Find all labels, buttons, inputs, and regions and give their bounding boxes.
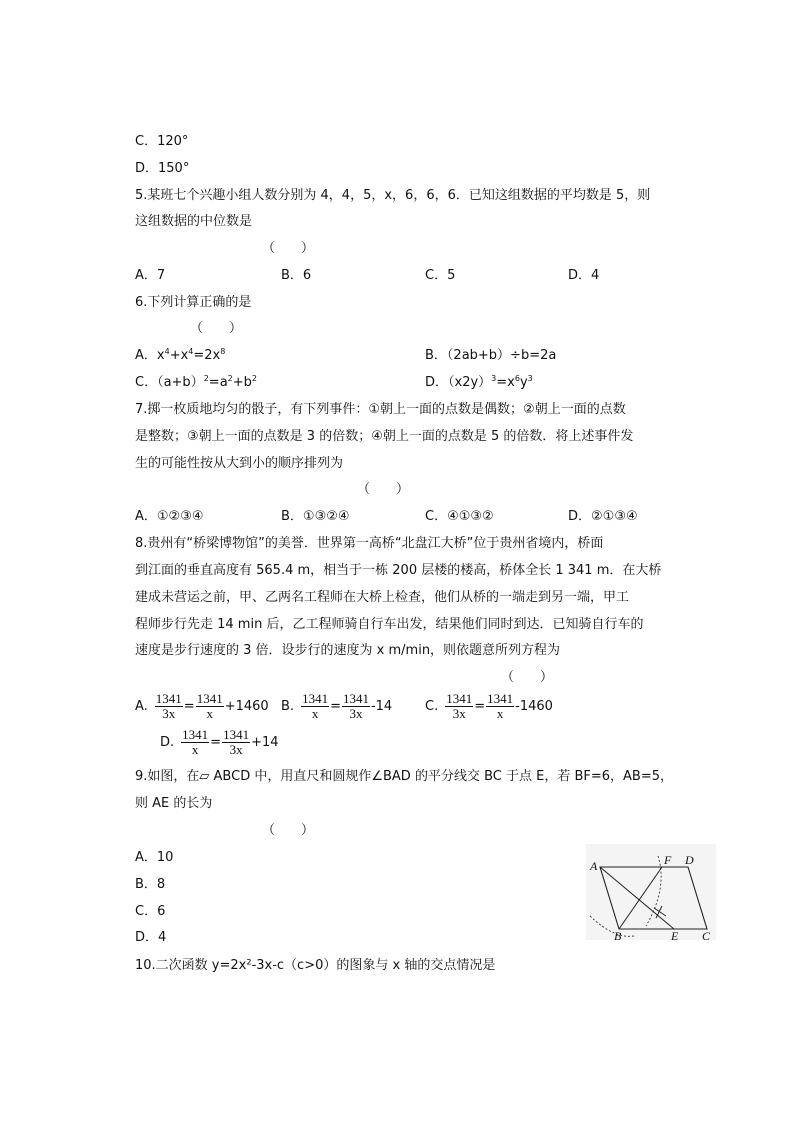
q8-option-a — [135, 692, 269, 721]
q8-stem-line-1: 8.贵州有“桥梁博物馆”的美誉．世界第一高桥“北盘江大桥”位于贵州省境内，桥面 — [135, 536, 604, 551]
q6-d-exp-1: 3 — [491, 374, 497, 383]
numerator: 1341 — [182, 727, 209, 742]
q6-c-exp-2: 2 — [227, 374, 233, 383]
denominator: x — [191, 742, 199, 757]
q5-option-b: B．6 — [281, 268, 312, 283]
q9-stem-line-2: 则 AE 的长为 — [135, 796, 213, 811]
q6-a-text-2: +x — [169, 348, 189, 363]
q7-option-d: D．②①③④ — [568, 509, 638, 524]
numerator: 1341 — [155, 691, 182, 706]
q6-option-b: B．（2ab+b）÷b=2a — [425, 348, 557, 363]
q8-a-tail: +1460 — [224, 699, 269, 714]
q6-d-text-3: y — [519, 375, 528, 390]
q8-b-equals: = — [330, 699, 341, 714]
q9-option-d: D．4 — [135, 930, 167, 945]
q6-stem-line-1: 6.下列计算正确的是 — [135, 295, 252, 310]
q8-a-label: A. — [135, 699, 148, 714]
denominator: 3x — [452, 706, 466, 721]
numerator: 1341 — [302, 691, 329, 706]
denominator: x — [496, 706, 504, 721]
q9-option-b: B．8 — [135, 877, 166, 892]
q6-a-text-1: A．x — [135, 348, 165, 363]
q8-a-fraction-1 — [155, 692, 183, 721]
denominator: 3x — [229, 742, 243, 757]
q8-b-tail: -14 — [370, 699, 393, 714]
numerator: 1341 — [223, 727, 250, 742]
q8-stem-line-3: 建成未营运之前，甲、乙两名工程师在大桥上检查，他们从桥的一端走到另一端，甲工 — [135, 590, 630, 605]
numerator: 1341 — [487, 691, 514, 706]
q6-c-exp-1: 2 — [203, 374, 209, 383]
option-d-150: D．150° — [135, 161, 190, 176]
q6-a-exp-1: 4 — [164, 347, 170, 356]
q7-option-b: B．①③②④ — [281, 509, 350, 524]
q8-d-equals: = — [210, 735, 222, 750]
q8-c-fraction-2 — [486, 692, 514, 721]
q6-c-text-3: +b — [232, 375, 252, 390]
q6-option-a — [135, 347, 225, 365]
q6-d-text-2: =x — [496, 375, 515, 390]
q7-stem-line-2: 是整数；③朝上一面的点数是 3 的倍数；④朝上一面的点数是 5 的倍数．将上述事件发 — [135, 429, 634, 444]
q8-stem-line-2: 到江面的垂直高度有 565.4 m，相当于一栋 200 层楼的楼高，桥体全长 1 341 m．在大桥 — [135, 563, 662, 578]
q7-stem-line-1: 7.掷一枚质地均匀的骰子，有下列事件：①朝上一面的点数是偶数；②朝上一面的点数 — [135, 402, 626, 417]
q8-stem-line-5: 速度是步行速度的 3 倍．设步行的速度为 x m/min，则依题意所列方程为 — [135, 643, 561, 658]
q6-option-c — [135, 374, 257, 392]
q5-option-a: A．7 — [135, 268, 166, 283]
label-f: F — [664, 853, 672, 867]
parallelogram-figure — [586, 844, 716, 940]
q5-option-c: C．5 — [425, 268, 456, 283]
label-b: B — [614, 929, 622, 940]
q9-option-c: C．6 — [135, 904, 166, 919]
q8-d-tail: +14 — [251, 735, 279, 750]
q6-d-exp-2: 6 — [514, 374, 520, 383]
q9-option-a: A．10 — [135, 850, 174, 865]
q8-stem-line-4: 程师步行先走 14 min 后，乙工程师骑自行车出发，结果他们同时到达．已知骑自行车的 — [135, 617, 644, 632]
label-e: E — [671, 929, 679, 940]
q8-c-label: C. — [425, 699, 439, 714]
q8-b-label: B. — [281, 699, 295, 714]
denominator: 3x — [162, 706, 176, 721]
q9-answer-paren: （ ） — [262, 823, 315, 838]
denominator: x — [311, 706, 319, 721]
numerator: 1341 — [342, 691, 369, 706]
q8-c-tail: -1460 — [515, 699, 553, 714]
q9-stem-line-1: 9.如图，在▱ ABCD 中，用直尺和圆规作∠BAD 的平分线交 BC 于点 E，若 BF=6，AB=5， — [135, 769, 673, 784]
q8-a-equals: = — [183, 699, 195, 714]
q6-a-exp-3: 8 — [220, 347, 226, 356]
q8-c-fraction-1 — [445, 692, 473, 721]
q8-c-equals: = — [474, 699, 486, 714]
q7-option-c: C．④①③② — [425, 509, 494, 524]
label-d: D — [685, 853, 694, 867]
q7-option-a: A．①②③④ — [135, 509, 204, 524]
q5-option-d: D．4 — [568, 268, 600, 283]
q6-c-text-1: C．（a+b） — [135, 375, 204, 390]
q5-answer-paren: （ ） — [262, 241, 315, 256]
q6-answer-paren: （ ） — [190, 321, 243, 336]
q10-stem-line-1: 10.二次函数 y=2x²-3x-c（c>0）的图象与 x 轴的交点情况是 — [135, 958, 496, 973]
denominator: x — [206, 706, 213, 721]
q6-a-text-3: =2x — [193, 348, 221, 363]
q8-answer-paren: （ ） — [501, 670, 554, 685]
q8-d-label: D. — [160, 735, 175, 750]
q7-stem-line-3: 生的可能性按从大到小的顺序排列为 — [135, 456, 344, 471]
q5-stem-line-1: 5.某班七个兴趣小组人数分别为 4，4，5，x，6，6，6．已知这组数据的平均数是 5，则 — [135, 188, 651, 203]
q6-a-exp-2: 4 — [188, 347, 194, 356]
denominator: 3x — [349, 706, 363, 721]
q5-stem-line-2: 这组数据的中位数是 — [135, 214, 253, 229]
figure-background — [586, 844, 716, 940]
q8-b-fraction-1 — [301, 692, 329, 721]
label-c: C — [702, 929, 711, 940]
q6-c-exp-3: 2 — [251, 374, 257, 383]
q7-answer-paren: （ ） — [357, 482, 410, 497]
q8-option-d — [160, 728, 279, 757]
numerator: 1341 — [446, 691, 473, 706]
q8-b-fraction-2 — [342, 692, 370, 721]
q6-d-exp-3: 3 — [527, 374, 533, 383]
option-c-120: C．120° — [135, 134, 189, 149]
q6-option-d — [425, 374, 533, 392]
q8-d-fraction-1 — [181, 728, 209, 757]
q8-option-c — [425, 692, 553, 721]
q6-d-text-1: D．（x2y） — [425, 375, 492, 390]
q6-c-text-2: =a — [208, 375, 228, 390]
q8-a-fraction-2 — [196, 692, 224, 721]
label-a: A — [590, 859, 598, 873]
q8-option-b — [281, 692, 392, 721]
numerator: 1341 — [196, 691, 223, 706]
q8-d-fraction-2 — [222, 728, 250, 757]
